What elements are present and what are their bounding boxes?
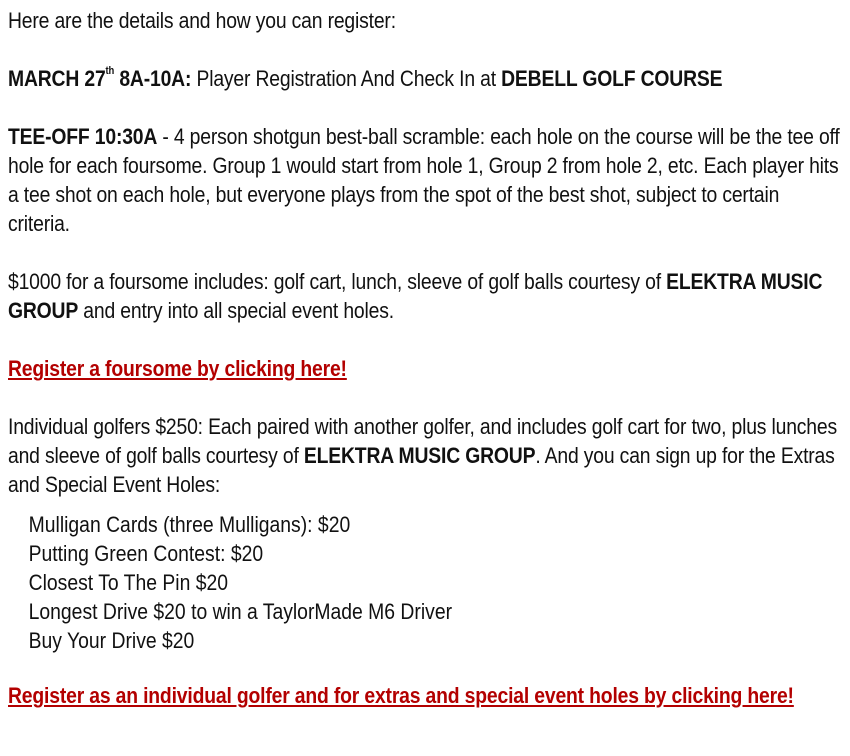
registration-paragraph [8, 64, 782, 93]
individual-extras-word: Extras [780, 443, 835, 468]
registration-text: Player Registration And Check In at [191, 66, 502, 91]
extras-list-item: Closest To The Pin $20 [28, 570, 228, 595]
registration-time: 8A-10A: [114, 66, 192, 91]
intro-text [8, 6, 844, 35]
registration-location: DEBELL GOLF COURSE [501, 66, 723, 91]
spacer [8, 325, 850, 354]
register-foursome-link[interactable]: Register a foursome by clicking here! [8, 356, 347, 381]
individual-and-word: and [8, 472, 45, 497]
foursome-paragraph [8, 267, 844, 325]
individual-text-mid: . And you can sign up for the [535, 443, 781, 468]
registration-date-prefix: MARCH 27 [8, 66, 106, 91]
registration-date-suffix: th [105, 65, 115, 77]
registration-date [8, 66, 191, 91]
extras-list [8, 510, 837, 655]
teeoff-paragraph [8, 122, 844, 238]
spacer [8, 238, 850, 267]
foursome-text-after: and entry into all special event holes. [78, 298, 394, 323]
individual-paragraph [8, 412, 844, 499]
register-individual-link[interactable]: Register as an individual golfer and for extras and special event holes by clicking here! [8, 683, 794, 708]
intro-label: Here are the details and how you can register: [8, 8, 396, 33]
extras-list-item: Putting Green Contest: $20 [28, 541, 264, 566]
extras-list-item: Buy Your Drive $20 [28, 628, 195, 653]
individual-link-paragraph [8, 681, 844, 710]
extras-list-item: Mulligan Cards (three Mulligans): $20 [28, 512, 351, 537]
foursome-text-before: $1000 for a foursome includes: golf cart, lunch, sleeve of golf balls courtesy of [8, 269, 667, 294]
teeoff-text: - 4 person shotgun best-ball scramble: each hole on the course will be the tee off hole for each foursome. Group 1 would start from hole 1, Group 2 from hole 2, etc. Each player hits a tee shot on each hole, but everyone plays from the spot of the best shot, subject to certain criteria. [8, 124, 840, 236]
spacer [8, 655, 850, 681]
foursome-link-paragraph [8, 354, 844, 383]
foursome-sponsor: ELEKTRA MUSIC GROUP [8, 269, 823, 323]
spacer [8, 93, 850, 122]
spacer [8, 35, 850, 64]
spacer [8, 383, 850, 412]
individual-special-word: Special Event Holes: [44, 472, 221, 497]
spacer [8, 499, 850, 510]
individual-sponsor: ELEKTRA MUSIC GROUP [303, 443, 536, 468]
teeoff-label: TEE-OFF 10:30A [8, 124, 158, 149]
extras-list-item: Longest Drive $20 to win a TaylorMade M6 Driver [28, 599, 453, 624]
individual-text-before: Individual golfers $250: Each paired with another golfer, and includes golf cart for two, plus lunches and sleeve of golf balls courtesy of [8, 414, 837, 468]
